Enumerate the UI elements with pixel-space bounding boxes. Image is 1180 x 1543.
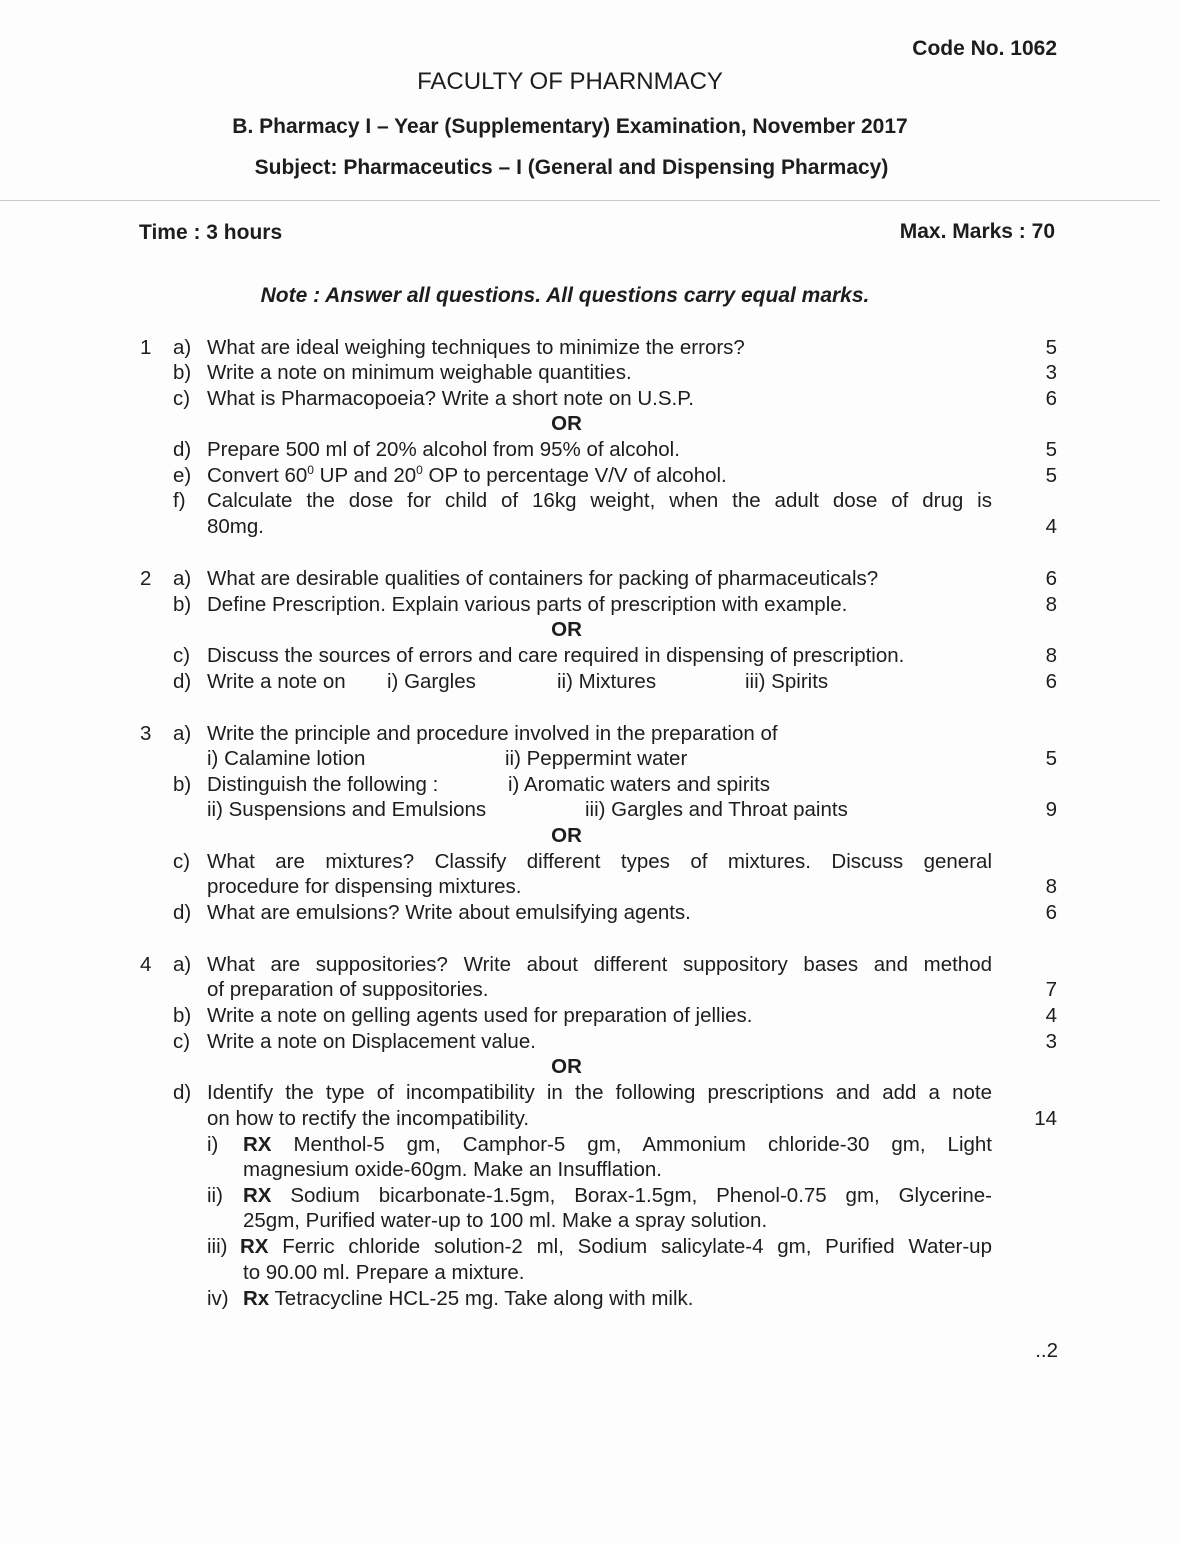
- marks: 8: [1045, 875, 1057, 898]
- text-part: OP to percentage V/V of alcohol.: [422, 464, 727, 487]
- part-label: d): [173, 1081, 192, 1104]
- sub-item: i) Aromatic waters and spirits: [508, 773, 771, 796]
- text-part: Convert 60: [207, 464, 308, 487]
- subject-title: Subject: Pharmaceutics – I (General and Dispensing Pharmacy): [254, 156, 889, 179]
- part-label: c): [173, 387, 191, 410]
- marks: 5: [1045, 438, 1057, 461]
- rx-symbol: Rx: [243, 1287, 270, 1310]
- degree-superscript: 0: [416, 463, 423, 478]
- question-number: 4: [140, 953, 152, 976]
- exam-title: B. Pharmacy I – Year (Supplementary) Examination, November 2017: [232, 115, 908, 138]
- marks: 3: [1045, 361, 1057, 384]
- prescription-item: [0, 1234, 1180, 1260]
- sub-item: iii) Gargles and Throat paints: [585, 798, 848, 821]
- question-text: Write the principle and procedure involved in the preparation of: [207, 722, 778, 745]
- marks: 4: [1045, 515, 1057, 538]
- part-label: a): [173, 953, 192, 976]
- or-separator: OR: [551, 618, 582, 641]
- sub-item: ii) Peppermint water: [505, 747, 688, 770]
- marks: 5: [1045, 464, 1057, 487]
- question-text: What are desirable qualities of containers for packing of pharmaceuticals?: [207, 567, 879, 590]
- sub-item: iii) Spirits: [745, 670, 829, 693]
- question-text: What is Pharmacopoeia? Write a short note on U.S.P.: [207, 387, 694, 410]
- part-label: d): [173, 670, 192, 693]
- rx-symbol: RX: [243, 1184, 272, 1207]
- sub-item-label: ii): [207, 1184, 223, 1207]
- question-number: 1: [140, 336, 152, 359]
- question-text: What are emulsions? Write about emulsifying agents.: [207, 901, 691, 924]
- page-continuation: ..2: [1035, 1339, 1058, 1362]
- part-label: f): [173, 489, 186, 512]
- marks: 6: [1045, 670, 1057, 693]
- text-part: UP and 20: [313, 464, 417, 487]
- sub-item: ii) Suspensions and Emulsions: [207, 798, 487, 821]
- time-allowed: Time : 3 hours: [139, 221, 283, 244]
- marks: 5: [1045, 747, 1057, 770]
- marks: 7: [1045, 978, 1057, 1001]
- question-text: What are ideal weighing techniques to minimize the errors?: [207, 336, 745, 359]
- part-label: a): [173, 567, 192, 590]
- sub-item-label: iv): [207, 1287, 229, 1310]
- question-number: 2: [140, 567, 152, 590]
- question-text: Write a note on: [207, 670, 346, 693]
- rx-symbol: RX: [240, 1235, 269, 1258]
- marks: 6: [1045, 901, 1057, 924]
- question-text: Write a note on Displacement value.: [207, 1030, 536, 1053]
- marks: 3: [1045, 1030, 1057, 1053]
- part-label: c): [173, 1030, 191, 1053]
- question-text: Define Prescription. Explain various parts of prescription with example.: [207, 593, 848, 616]
- part-label: c): [173, 850, 191, 873]
- marks: 4: [1045, 1004, 1057, 1027]
- prescription-text: [243, 1183, 992, 1209]
- text-part: Ferric chloride solution-2 ml, Sodium salicylate-4 gm, Purified Water-up: [282, 1235, 992, 1258]
- sub-item: ii) Mixtures: [557, 670, 657, 693]
- rx-symbol: RX: [243, 1133, 272, 1156]
- part-label: d): [173, 901, 192, 924]
- question-text: Identify the type of incompatibility in the following prescriptions and add a note: [207, 1081, 992, 1104]
- instructions-note: Note : Answer all questions. All questions carry equal marks.: [260, 284, 870, 307]
- prescription-text: [243, 1286, 693, 1312]
- question-text: Prepare 500 ml of 20% alcohol from 95% of alcohol.: [207, 438, 680, 461]
- prescription-item: [0, 1286, 1180, 1312]
- prescription-text: [240, 1234, 992, 1260]
- prescription-text: 25gm, Purified water-up to 100 ml. Make a spray solution.: [243, 1209, 768, 1232]
- question-number: 3: [140, 722, 152, 745]
- prescription-item: [0, 1132, 1180, 1158]
- or-separator: OR: [551, 412, 582, 435]
- prescription-text: to 90.00 ml. Prepare a mixture.: [243, 1261, 525, 1284]
- marks: 8: [1045, 644, 1057, 667]
- question-text: Calculate the dose for child of 16kg weight, when the adult dose of drug is: [207, 489, 992, 512]
- sub-item-label: i): [207, 1133, 219, 1156]
- part-label: a): [173, 722, 192, 745]
- prescription-item: [0, 1183, 1180, 1209]
- part-label: c): [173, 644, 191, 667]
- question-text: 80mg.: [207, 515, 264, 538]
- question-text: of preparation of suppositories.: [207, 978, 489, 1001]
- part-label: a): [173, 336, 192, 359]
- marks: 5: [1045, 336, 1057, 359]
- question-text: Write a note on gelling agents used for preparation of jellies.: [207, 1004, 753, 1027]
- question-text: What are suppositories? Write about different suppository bases and method: [207, 953, 992, 976]
- or-separator: OR: [551, 824, 582, 847]
- text-part: Sodium bicarbonate-1.5gm, Borax-1.5gm, Phenol-0.75 gm, Glycerine-: [290, 1184, 993, 1207]
- degree-superscript: 0: [307, 463, 314, 478]
- part-label: d): [173, 438, 192, 461]
- sub-item: i) Gargles: [387, 670, 476, 693]
- part-label: b): [173, 1004, 192, 1027]
- question-text: Discuss the sources of errors and care required in dispensing of prescription.: [207, 644, 905, 667]
- code-number: Code No. 1062: [912, 37, 1057, 60]
- question-text: Distinguish the following :: [207, 773, 439, 796]
- part-label: e): [173, 464, 192, 487]
- marks: 14: [1034, 1107, 1057, 1130]
- part-label: b): [173, 361, 192, 384]
- marks: 6: [1045, 387, 1057, 410]
- text-part: Tetracycline HCL-25 mg. Take along with milk.: [274, 1287, 694, 1310]
- marks: 9: [1045, 798, 1057, 821]
- marks: 6: [1045, 567, 1057, 590]
- question-text: procedure for dispensing mixtures.: [207, 875, 522, 898]
- text-part: Menthol-5 gm, Camphor-5 gm, Ammonium chloride-30 gm, Light: [293, 1133, 992, 1156]
- header-divider: [0, 200, 1160, 201]
- prescription-text: magnesium oxide-60gm. Make an Insufflation.: [243, 1158, 662, 1181]
- faculty-title: FACULTY OF PHARNMACY: [417, 68, 723, 95]
- sub-item: i) Calamine lotion: [207, 747, 366, 770]
- question-text: on how to rectify the incompatibility.: [207, 1107, 530, 1130]
- part-label: b): [173, 593, 192, 616]
- question-text: What are mixtures? Classify different types of mixtures. Discuss general: [207, 850, 992, 873]
- max-marks: Max. Marks : 70: [899, 220, 1055, 243]
- or-separator: OR: [551, 1055, 582, 1078]
- marks: 8: [1045, 593, 1057, 616]
- prescription-text: [243, 1132, 992, 1158]
- part-label: b): [173, 773, 192, 796]
- question-text: [207, 463, 727, 489]
- question-text: Write a note on minimum weighable quantities.: [207, 361, 632, 384]
- sub-item-label: iii): [207, 1235, 228, 1258]
